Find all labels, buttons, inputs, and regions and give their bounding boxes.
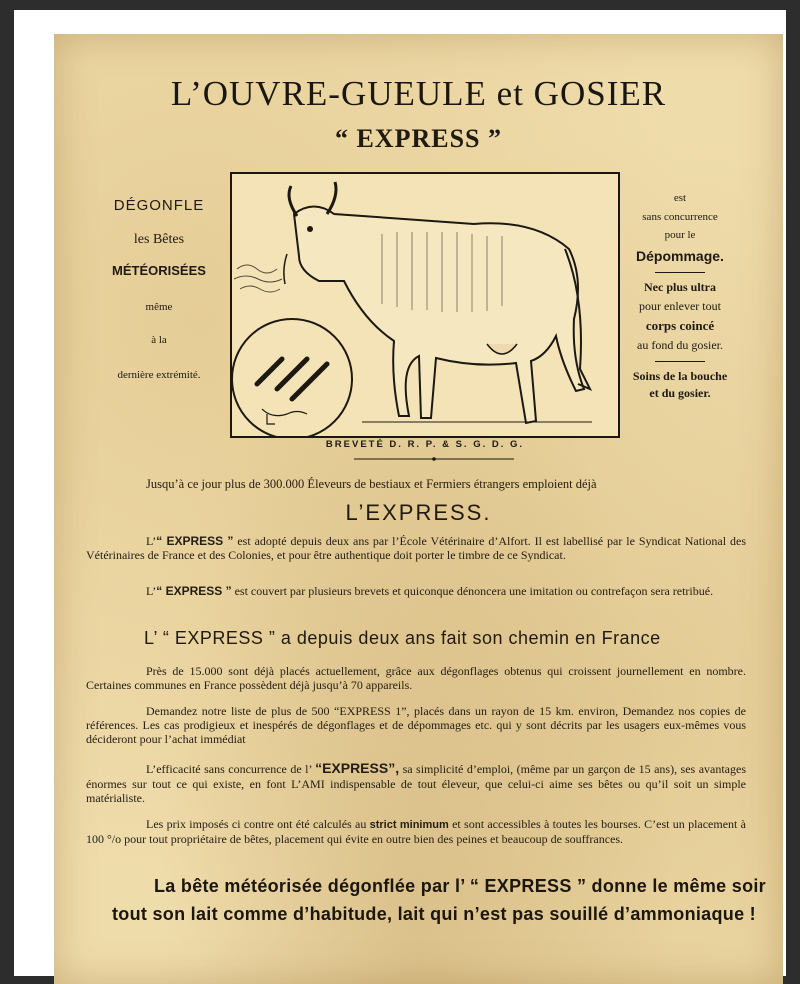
right-line-concurrence: sans concurrence xyxy=(642,210,718,223)
right-line-enlever: pour enlever tout xyxy=(639,298,721,313)
right-divider-2 xyxy=(655,361,705,362)
left-line-meteorisees: MÉTÉORISÉES xyxy=(112,263,206,279)
paragraph-adopted xyxy=(86,534,746,562)
p5-before: L’efficacité sans concurrence de l’ xyxy=(146,762,316,776)
left-line-a-la: à la xyxy=(151,333,167,346)
left-line-meme: même xyxy=(145,301,173,314)
heading-chemin: L’ “ EXPRESS ” a depuis deux ans fait son chemin en France xyxy=(144,628,661,648)
p6-after: et sont accessibles à toutes les bourses. C’est un placement à 100 °/o pour tout propriétaire de bêtes, placement qui évite en outre bien des peines et beaucoup de souffrances. xyxy=(86,817,746,846)
left-line-degonfle: DÉGONFLE xyxy=(113,197,205,214)
patent-caption: BREVETÉ D. R. P. & S. G. D. G. xyxy=(325,439,525,450)
cow-illustration-frame xyxy=(230,172,620,438)
right-line-soins: Soins de la bouche xyxy=(632,369,728,384)
cow-illustration xyxy=(232,174,618,436)
right-line-depommage: Dépommage. xyxy=(636,247,724,264)
document-frame xyxy=(14,10,786,976)
paragraph-prices xyxy=(86,817,746,846)
p2-prefix: L’ xyxy=(146,584,157,598)
final-line-2: tout son lait comme d’habitude, lait qui n’est pas souillé d’ammoniaque ! xyxy=(112,904,756,924)
final-line-1: La bête météorisée dégonflée par l’ “ EXPRESS ” donne le même soir xyxy=(154,876,766,896)
right-line-pour-le: pour le xyxy=(664,229,696,242)
left-line-betes: les Bêtes xyxy=(133,232,185,248)
paragraph-patents xyxy=(86,584,746,598)
p2-text: est couvert par plusieurs brevets et quiconque dénoncera une imitation ou contrefaçon sera retribué. xyxy=(231,584,714,598)
paragraph-efficacy xyxy=(86,760,746,805)
left-column xyxy=(104,197,214,381)
p6-strong: strict minimum xyxy=(369,819,449,831)
right-line-nec-plus-ultra: Nec plus ultra xyxy=(644,280,716,295)
p1-prefix: L’ xyxy=(146,534,157,548)
page-subtitle: “ EXPRESS ” xyxy=(334,124,503,153)
right-line-et-gosier: et du gosier. xyxy=(649,386,711,401)
heading-express: L’EXPRESS. xyxy=(345,500,492,525)
right-divider-1 xyxy=(655,272,705,273)
intro-paragraph: Jusqu’à ce jour plus de 300.000 Éleveurs de bestiaux et Fermiers étrangers emploient déjà xyxy=(146,477,597,491)
p2-brand: “ EXPRESS ” xyxy=(156,584,232,598)
page-title: L’OUVRE-GUEULE et GOSIER xyxy=(170,74,667,113)
paragraph-list: Demandez notre liste de plus de 500 “EXPRESS 1”, placés dans un rayon de 15 km. environ, Demandez nos copies de références. Les cas prodigieux et inespérés de dégonflages et de dépommages etc. qui y sont décrits par les usagers eux-mêmes vous décideront pour l’achat immédiat xyxy=(86,704,746,747)
p6-before: Les prix imposés ci contre ont été calculés au xyxy=(146,817,370,831)
p5-after: sa simplicité d’emploi, (même par un garçon de 15 ans), ses avantages énormes sur tout ce qui existe, en font L’AMI indispensable de tout éleveur, que celui-ci aime ses bêtes ou qu’il soit un simple matérialiste. xyxy=(86,762,747,805)
paragraph-placed: Près de 15.000 sont déjà placés actuellement, grâce aux dégonflages obtenus qui croissent journellement en nombre. Certaines communes en France possèdent déjà jusqu’à 70 appareils. xyxy=(86,664,746,693)
p1-text: est adopté depuis deux ans par l’École Vétérinaire d’Alfort. Il est labellisé par le Syndicat National des Vétérinaires de France et des Colonies, et pour être authentique doit porter le timbre de ce Syndicat. xyxy=(86,534,746,563)
ornament-divider xyxy=(354,457,514,461)
p1-brand: “ EXPRESS ” xyxy=(156,534,234,548)
right-column xyxy=(612,192,748,401)
advertisement-sheet xyxy=(54,34,783,984)
right-line-est: est xyxy=(673,192,687,204)
right-line-corps-coince: corps coincé xyxy=(645,317,715,333)
right-line-gosier: au fond du gosier. xyxy=(637,337,723,352)
left-line-extremite: dernière extrémité. xyxy=(117,368,201,381)
p5-brand: “EXPRESS”, xyxy=(315,760,400,776)
